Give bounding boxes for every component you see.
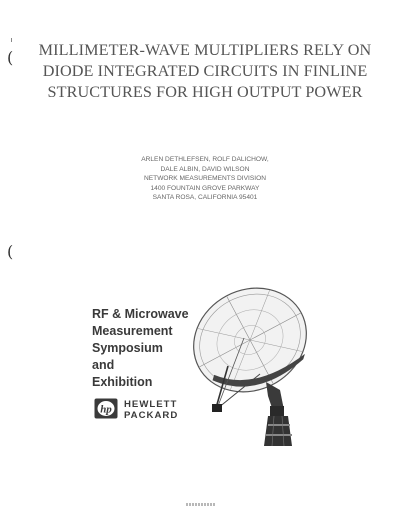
author-line: ARLEN DETHLEFSEN, ROLF DALICHOW, xyxy=(141,156,269,163)
symposium-line: RF & Microwave xyxy=(92,307,189,321)
hp-logo-icon xyxy=(94,398,118,419)
author-line: NETWORK MEASUREMENTS DIVISION xyxy=(144,175,266,183)
symposium-name xyxy=(92,306,189,391)
symposium-line: Exhibition xyxy=(92,375,153,389)
company-name-line: HEWLETT xyxy=(124,399,178,410)
satellite-dish-icon xyxy=(188,278,318,448)
author-line: SANTA ROSA, CALIFORNIA 95401 xyxy=(152,194,258,202)
title-line: DIODE INTEGRATED CIRCUITS IN FINLINE xyxy=(42,62,368,80)
hp-logo-text: hp xyxy=(100,403,112,416)
title-line: MILLIMETER-WAVE MULTIPLIERS RELY ON xyxy=(38,41,372,59)
company-name xyxy=(124,399,178,421)
symposium-line: Measurement xyxy=(92,324,173,338)
title-line: STRUCTURES FOR HIGH OUTPUT POWER xyxy=(47,83,363,101)
margin-binding-mark: ( xyxy=(7,48,14,67)
author-line: DALE ALBIN, DAVID WILSON xyxy=(160,165,250,173)
symposium-line: Symposium xyxy=(92,341,163,355)
author-block xyxy=(90,155,320,203)
margin-binding-mark: ( xyxy=(7,242,14,261)
margin-tick xyxy=(11,38,12,42)
symposium-line: and xyxy=(92,358,115,372)
author-line: 1400 FOUNTAIN GROVE PARKWAY xyxy=(150,184,260,192)
footer-mark xyxy=(186,503,216,506)
paper-title xyxy=(20,40,390,103)
company-name-line: PACKARD xyxy=(124,410,179,421)
